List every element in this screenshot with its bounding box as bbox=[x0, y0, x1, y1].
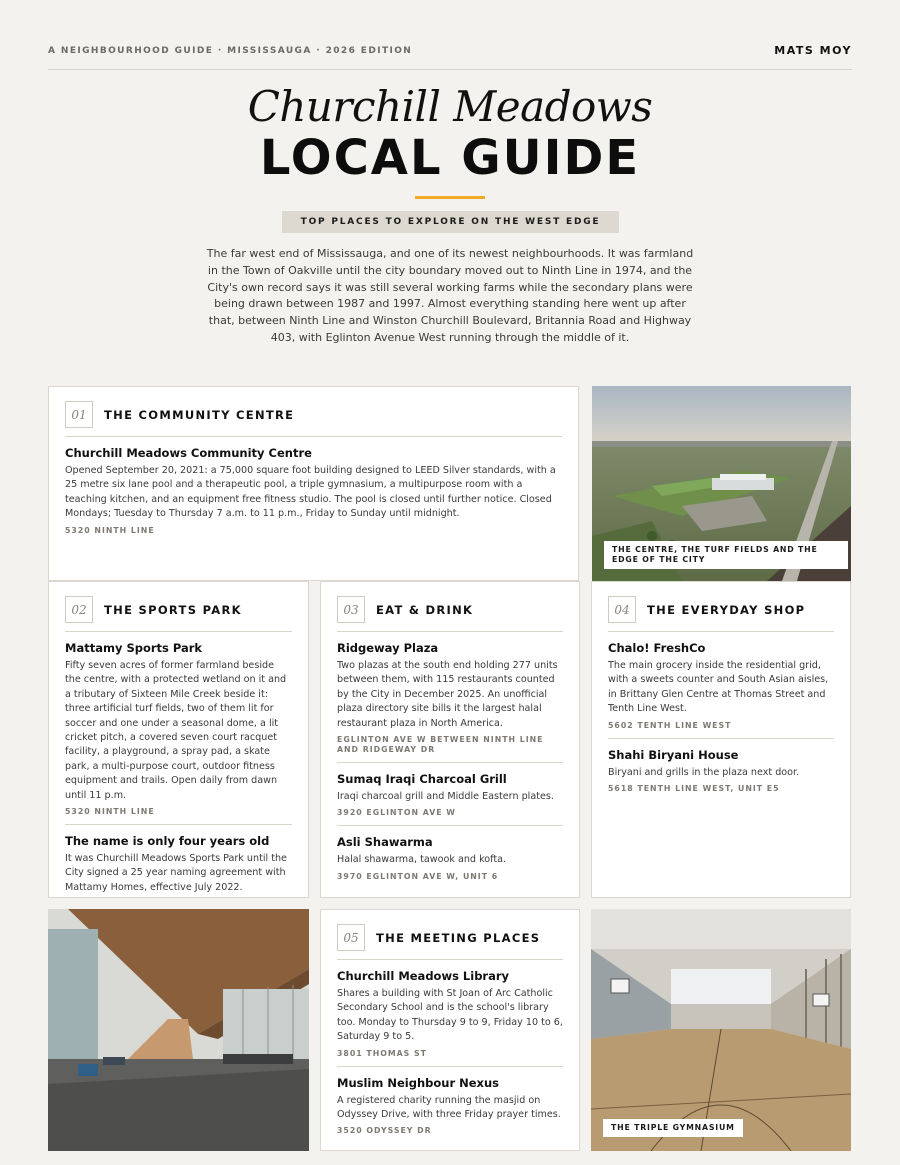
section-header bbox=[65, 401, 562, 437]
place-address: 3970 EGLINTON AVE W, UNIT 6 bbox=[337, 871, 499, 881]
place-name: Chalo! FreshCo bbox=[608, 641, 706, 655]
place-name: Churchill Meadows Library bbox=[337, 969, 510, 983]
list-item bbox=[337, 641, 563, 762]
place-description: Opened September 20, 2021: a 75,000 square foot building designed to LEED Silver standards, with a 25 metre six lane pool and a therapeutic pool, a triple gymnasium, a multipurpose room with a teaching kitchen, and an equipment free fitness studio. The pool is closed until further notice. Closed Mondays; Tuesday to Thursday 7 a.m. to 11 p.m., Friday to Sunday until midnight. bbox=[65, 465, 556, 520]
place-name: Asli Shawarma bbox=[337, 835, 433, 850]
place-address: 3520 ODYSSEY DR bbox=[337, 1126, 432, 1136]
section-header bbox=[337, 596, 563, 632]
place-address: 5618 TENTH LINE WEST, UNIT E5 bbox=[608, 784, 780, 794]
place-description: Two plazas at the south end holding 277 units between them, with 115 restaurants counted by the City in December 2025. An unofficial plaza directory site bills it the largest halal restaurant plaza in North America. bbox=[337, 660, 558, 729]
section-number: 05 bbox=[337, 924, 365, 951]
place-address: 3801 THOMAS ST bbox=[337, 1048, 427, 1058]
section-header bbox=[65, 596, 292, 632]
page-title: LOCAL GUIDE bbox=[259, 130, 641, 186]
place-name: Ridgeway Plaza bbox=[337, 641, 439, 655]
list-item bbox=[65, 446, 562, 543]
place-description: Iraqi charcoal grill and Middle Eastern plates. bbox=[337, 791, 554, 803]
photo-caption: THE CENTRE, THE TURF FIELDS AND THE EDGE OF THE CITY bbox=[604, 541, 848, 569]
section-title: THE COMMUNITY CENTRE bbox=[104, 407, 295, 422]
note-description: It was Churchill Meadows Sports Park until the City signed a 25 year naming agreement with Mattamy Homes, effective July 2022. bbox=[65, 853, 287, 893]
section-title: EAT & DRINK bbox=[376, 602, 474, 617]
place-name: Shahi Biryani House bbox=[608, 747, 739, 762]
place-address: 5320 NINTH LINE bbox=[65, 525, 155, 535]
list-item bbox=[337, 969, 563, 1066]
gym-image bbox=[591, 909, 851, 1151]
section-number: 04 bbox=[608, 596, 636, 623]
note-title: The name is only four years old bbox=[65, 834, 270, 849]
place-name: Sumaq Iraqi Charcoal Grill bbox=[337, 772, 507, 787]
list-item bbox=[608, 738, 834, 801]
section-title: THE SPORTS PARK bbox=[104, 602, 242, 617]
place-description: Biryani and grills in the plaza next door. bbox=[608, 766, 800, 778]
list-item bbox=[608, 641, 834, 738]
section-number: 03 bbox=[337, 596, 365, 623]
photo-caption: THE TRIPLE GYMNASIUM bbox=[603, 1119, 743, 1137]
place-name: Mattamy Sports Park bbox=[65, 641, 203, 655]
place-address: 5602 TENTH LINE WEST bbox=[608, 720, 732, 730]
section-everyday-shop bbox=[591, 581, 851, 898]
list-item bbox=[337, 762, 563, 825]
accent-rule bbox=[415, 196, 485, 199]
masthead bbox=[48, 44, 852, 57]
place-description: A registered charity running the masjid on Odyssey Drive, with three Friday prayer times. bbox=[337, 1094, 561, 1121]
section-header bbox=[337, 924, 563, 960]
section-community-centre bbox=[48, 386, 579, 581]
list-item bbox=[337, 825, 563, 888]
masthead-divider bbox=[48, 69, 852, 70]
subtitle-tag: TOP PLACES TO EXPLORE ON THE WEST EDGE bbox=[282, 211, 619, 233]
section-title: THE MEETING PLACES bbox=[376, 930, 541, 945]
gym-photo bbox=[591, 909, 851, 1151]
interior-photo bbox=[48, 909, 309, 1151]
place-description: Fifty seven acres of former farmland beside the centre, with a protected wetland on it and a tributary of Sixteen Mile Creek beside it: three artificial turf fields, two of them lit for soccer and one under a seasonal dome, a lit cricket pitch, a covered seven court racquet facility, a playground, a spray pad, a skate park, a multi-purpose court, outdoor fitness equipment and trails. Open daily from dawn until 11 p.m. bbox=[65, 660, 287, 801]
place-address: 5320 NINTH LINE bbox=[65, 807, 155, 817]
aerial-photo bbox=[592, 386, 851, 581]
list-item bbox=[65, 641, 292, 824]
place-address: EGLINTON AVE W BETWEEN NINTH LINE AND RIDGEWAY DR bbox=[337, 735, 544, 755]
author-name: MATS MOY bbox=[774, 44, 852, 57]
section-number: 01 bbox=[65, 401, 93, 428]
place-description: The main grocery inside the residential grid, with a sweets counter and South Asian aisles, in Brittany Glen Centre at Thomas Street and Tenth Line West. bbox=[608, 660, 829, 715]
section-number: 02 bbox=[65, 596, 93, 623]
title-script: Churchill Meadows bbox=[247, 82, 653, 131]
list-item bbox=[65, 824, 292, 898]
section-meeting-places bbox=[320, 909, 580, 1151]
section-eat-drink bbox=[320, 581, 580, 898]
place-name: Churchill Meadows Community Centre bbox=[65, 446, 312, 460]
section-header bbox=[608, 596, 834, 632]
interior-image bbox=[48, 909, 309, 1151]
section-title: THE EVERYDAY SHOP bbox=[647, 602, 806, 617]
place-description: Shares a building with St Joan of Arc Catholic Secondary School and is the school's library too. Monday to Thursday 9 to 9, Friday 10 to 6, Saturday 9 to 5. bbox=[337, 988, 563, 1043]
intro-paragraph: The far west end of Mississauga, and one of its newest neighbourhoods. It was farmland in the Town of Oakville until the city boundary moved out to Ninth Line in 1974, and the City's own record says it was still several working farms while the secondary plans were being drawn between 1987 and 1997. Almost everything standing here went up after that, between Ninth Line and Winston Churchill Boulevard, Britannia Road and Highway 403, with Eglinton Avenue West running through the middle of it. bbox=[206, 247, 694, 344]
section-sports-park bbox=[48, 581, 309, 898]
place-address: 3920 EGLINTON AVE W bbox=[337, 808, 456, 818]
kicker: A NEIGHBOURHOOD GUIDE · MISSISSAUGA · 2026 EDITION bbox=[48, 45, 413, 56]
list-item bbox=[337, 1066, 563, 1144]
place-description: Halal shawarma, tawook and kofta. bbox=[337, 854, 507, 866]
place-name: Muslim Neighbour Nexus bbox=[337, 1075, 499, 1090]
